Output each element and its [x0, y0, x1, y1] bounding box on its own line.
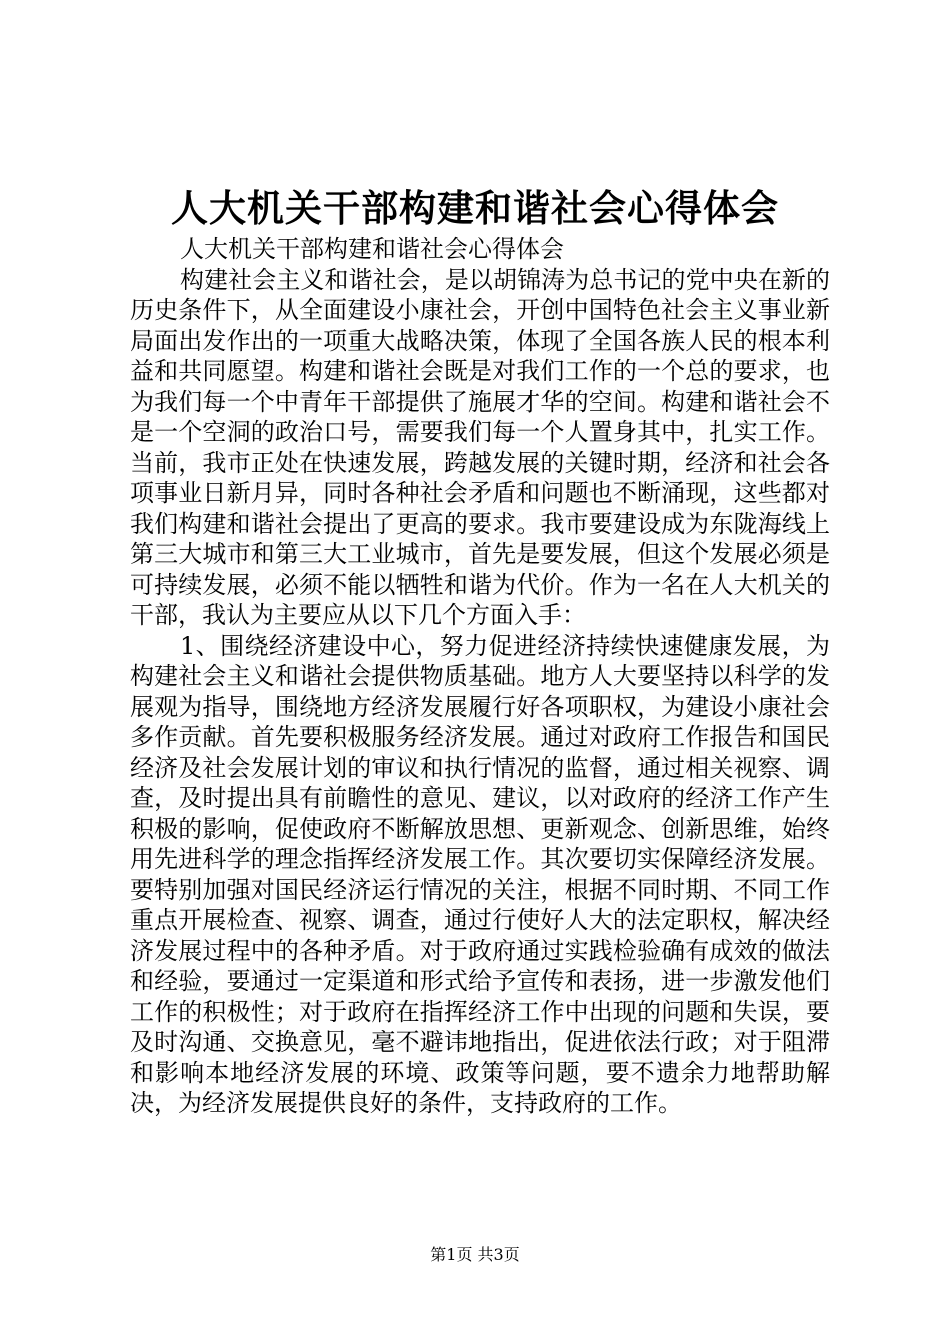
document-title: 人大机关干部构建和谐社会心得体会 — [171, 187, 779, 230]
page-footer: 第1页 共3页 — [430, 1245, 520, 1264]
document-body — [130, 234, 830, 1119]
subtitle-paragraph: 人大机关干部构建和谐社会心得体会 — [180, 235, 564, 263]
intro-paragraph: 构建社会主义和谐社会，是以胡锦涛为总书记的党中央在新的历史条件下，从全面建设小康社会，开创中国特色社会主义事业新局面出发作出的一项重大战略决策，体现了全国各族人民的根本利益和共同愿望。构建和谐社会既是对我们工作的一个总的要求，也为我们每一个中青年干部提供了施展才华的空间。构建和谐社会不是一个空洞的政治口号，需要我们每一个人置身其中，扎实工作。当前，我市正处在快速发展，跨越发展的关键时期，经济和社会各项事业日新月异，同时各种社会矛盾和问题也不断涌现，这些都对我们构建和谐社会提出了更高的要求。我市要建设成为东陇海线上第三大城市和第三大工业城市，首先是要发展，但这个发展必须是可持续发展，必须不能以牺牲和谐为代价。作为一名在人大机关的干部，我认为主要应从以下几个方面入手： — [130, 265, 830, 629]
point-one-paragraph: 1、围绕经济建设中心，努力促进经济持续快速健康发展，为构建社会主义和谐社会提供物质基础。地方人大要坚持以科学的发展观为指导，围绕地方经济发展履行好各项职权，为建设小康社会多作贡献。首先要积极服务经济发展。通过对政府工作报告和国民经济及社会发展计划的审议和执行情况的监督，通过相关视察、调查，及时提出具有前瞻性的意见、建议，以对政府的经济工作产生积极的影响，促使政府不断解放思想、更新观念、创新思维，始终用先进科学的理念指挥经济发展工作。其次要切实保障经济发展。要特别加强对国民经济运行情况的关注，根据不同时期、不同工作重点开展检查、视察、调查，通过行使好人大的法定职权，解决经济发展过程中的各种矛盾。对于政府通过实践检验确有成效的做法和经验，要通过一定渠道和形式给予宣传和表扬，进一步激发他们工作的积极性；对于政府在指挥经济工作中出现的问题和失误，要及时沟通、交换意见，毫不避讳地指出，促进依法行政；对于阻滞和影响本地经济发展的环境、政策等问题，要不遗余力地帮助解决，为经济发展提供良好的条件，支持政府的工作。 — [130, 631, 830, 1117]
